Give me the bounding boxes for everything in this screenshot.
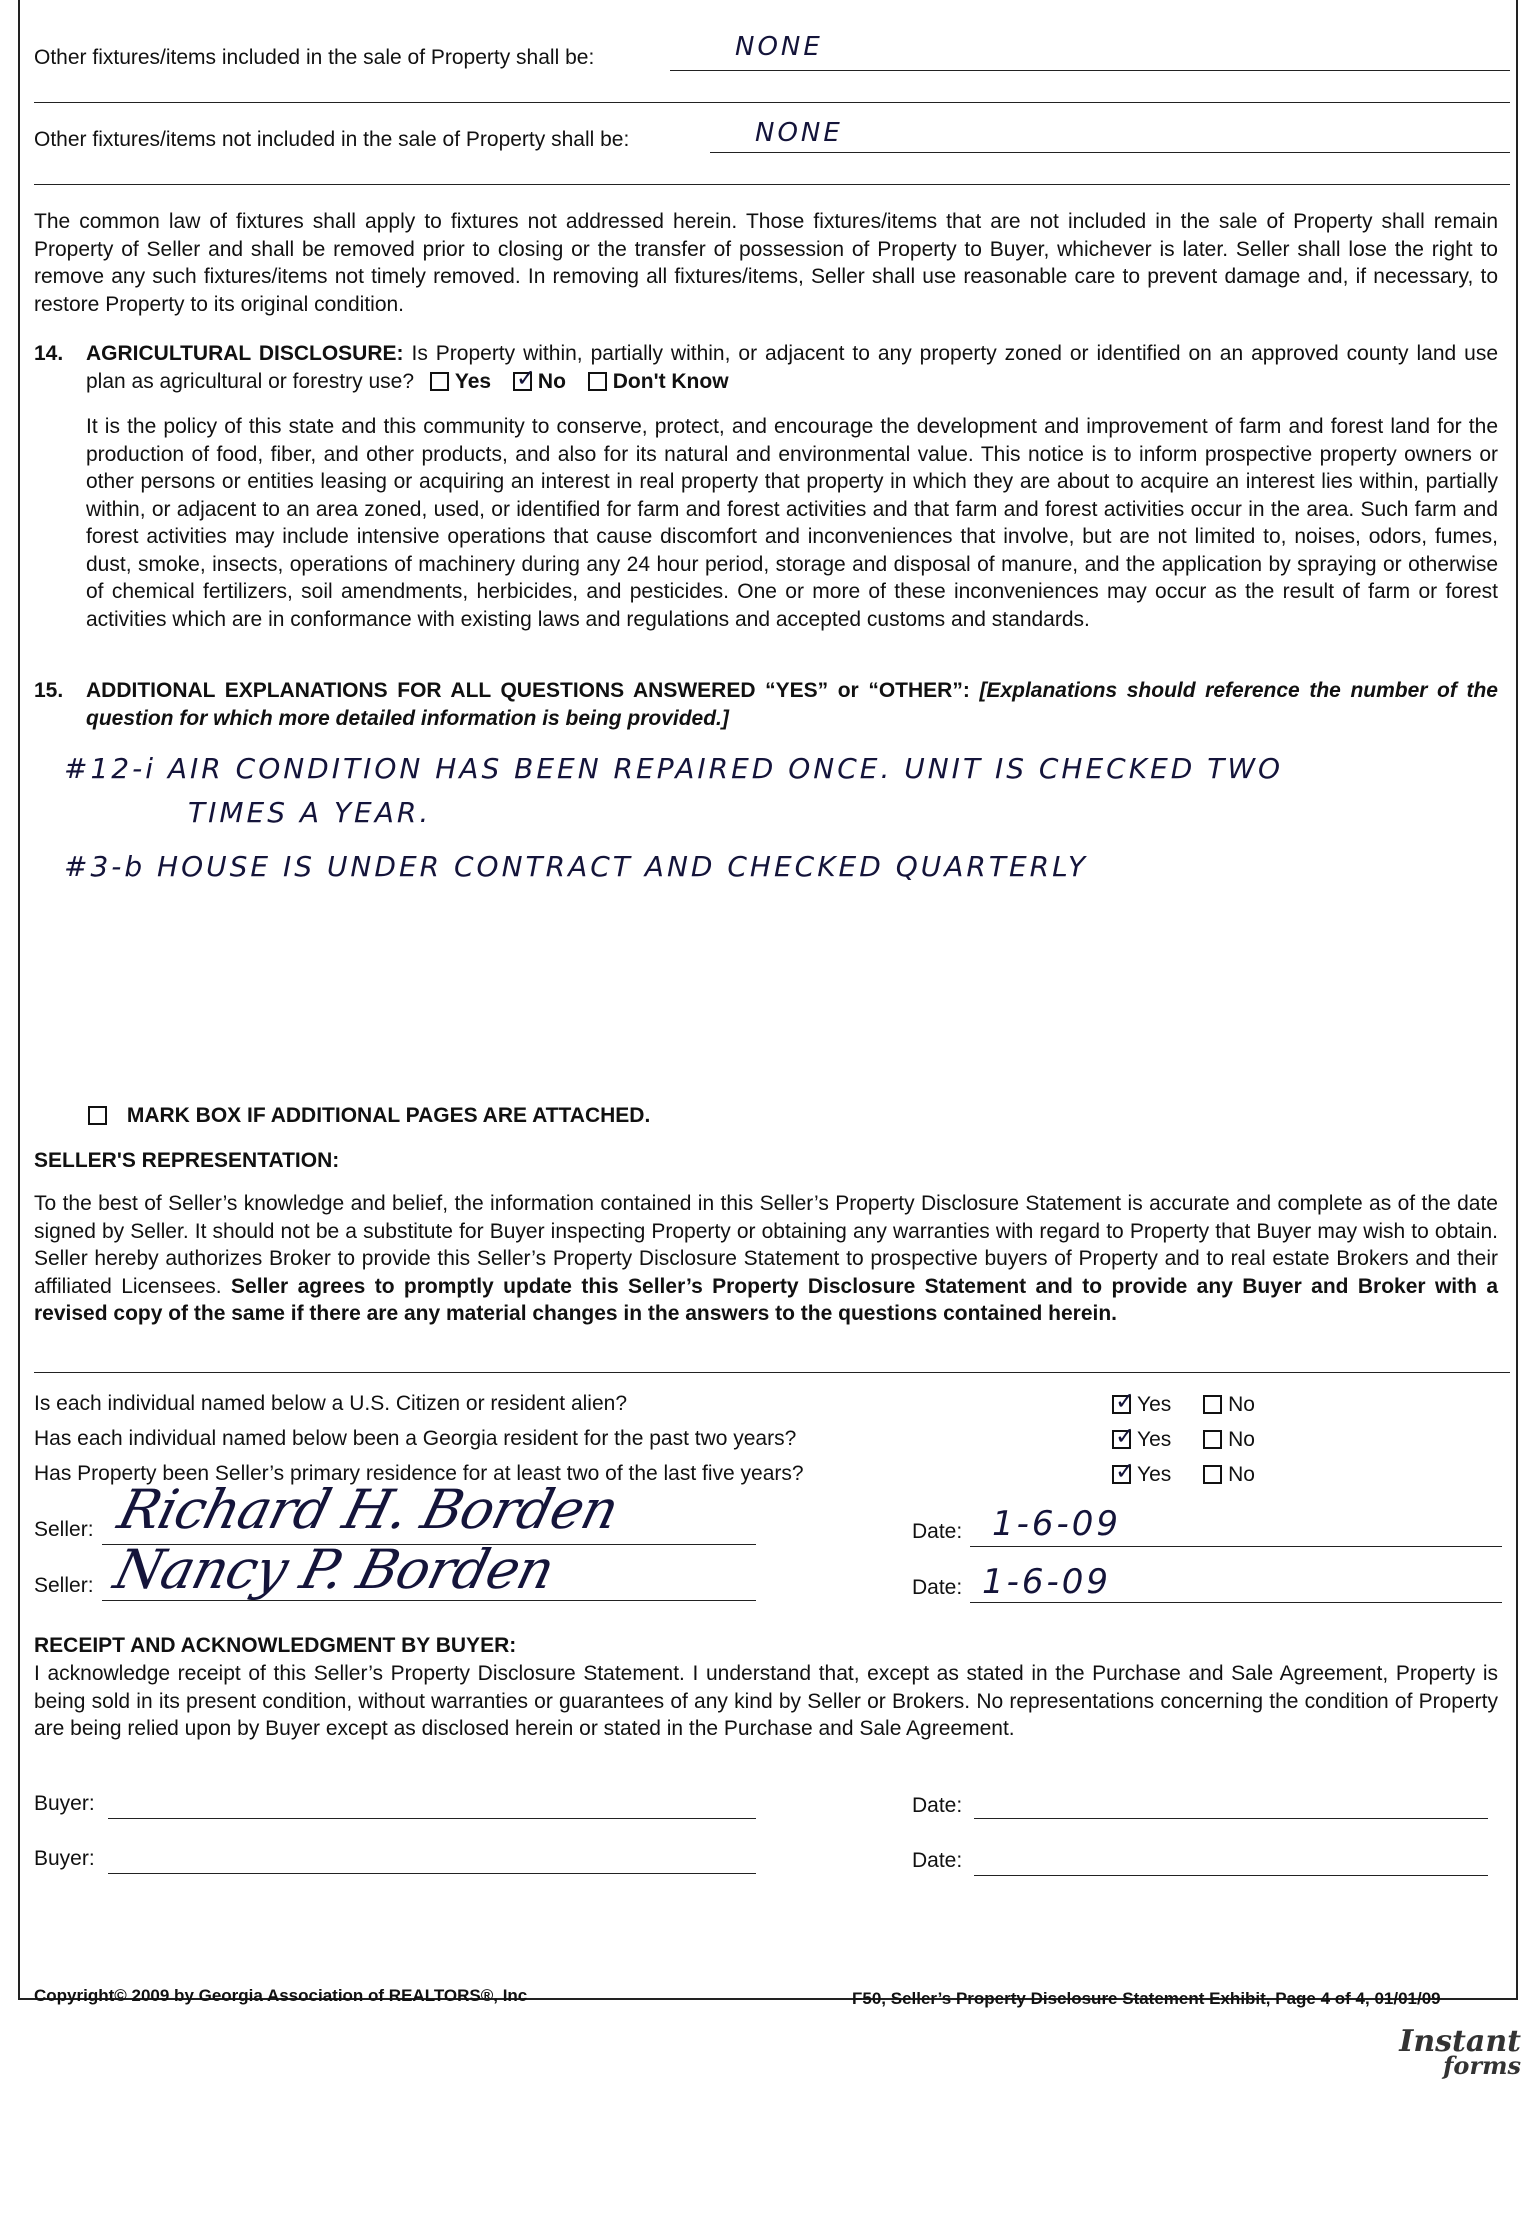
option-dont-know[interactable]: Don't Know — [588, 370, 729, 393]
explanation-line-1[interactable]: #12-i AIR CONDITION HAS BEEN REPAIRED ONCE. UNIT IS CHECKED TWO — [64, 752, 1284, 785]
question-primary-residence: Has Property been Seller’s primary residence for at least two of the last five years? — [34, 1462, 804, 1485]
buyer-1-label: Buyer: — [34, 1792, 95, 1815]
fixtures-included-line-2 — [34, 102, 1510, 103]
section-14-question-text: Is Property within, partially within, or adjacent to any property zoned or identified on an approved county land use plan as agricultural or forestry use? — [86, 342, 1498, 393]
receipt-text: I acknowledge receipt of this Seller’s Property Disclosure Statement. I understand that, except as stated in the Purchase and Sale Agreement, Property is being sold in its present condition, without warranties or guarantees of any kind by Seller or Brokers. No representations concerning the condition of Property are being relied upon by Buyer except as disclosed herein or stated in the Purchase and Sale Agreement. — [34, 1662, 1498, 1740]
seller-2-date-label: Date: — [912, 1576, 963, 1599]
checkbox-no[interactable] — [513, 372, 532, 391]
section-14-number: 14. — [34, 342, 64, 365]
fixtures-included-value[interactable]: NONE — [735, 32, 823, 62]
buyer-2-line[interactable] — [108, 1873, 756, 1874]
seller-rep-text — [34, 1190, 1498, 1328]
buyer-1-line[interactable] — [108, 1818, 756, 1819]
seller-1-date[interactable]: 1-6-09 — [992, 1504, 1122, 1544]
buyer-1-date-label: Date: — [912, 1794, 963, 1817]
form-identifier: F50, Seller’s Property Disclosure Statement Exhibit, Page 4 of 4, 01/01/09 — [852, 1989, 1441, 2008]
fixtures-included-line — [670, 70, 1510, 71]
section-15-heading: ADDITIONAL EXPLANATIONS FOR ALL QUESTIONS ANSWERED “YES” or “OTHER”: — [86, 679, 970, 702]
seller-1-date-label: Date: — [912, 1520, 963, 1543]
buyer-1-date-line[interactable] — [974, 1818, 1488, 1819]
question-citizen: Is each individual named below a U.S. Citizen or resident alien? — [34, 1392, 627, 1415]
explanation-line-2[interactable]: TIMES A YEAR. — [188, 796, 432, 829]
seller-rep-normal: To the best of Seller’s knowledge and belief, the information contained in this Seller’s Property Disclosure Statement is accurate and complete as of the date signed by Seller. It should not be a substitute for Buyer inspecting Property or obtaining any warranties with regard to Property that Buyer may wish to obtain. Seller hereby authorizes Broker to provide this Seller’s Property Disclosure Statement to prospective buyers of Property and to real estate Brokers and their affiliated Licensees. — [34, 1192, 1498, 1298]
seller-rep-bold: Seller agrees to promptly update this Seller’s Property Disclosure Statement and to provide any Buyer and Broker with a revised copy of the same if there are any material changes in the answers to the questions contained herein. — [34, 1274, 1498, 1325]
answer-georgia-resident: ✓ Yes No — [1112, 1426, 1255, 1454]
checkbox-dont-know[interactable] — [588, 372, 607, 391]
seller-rep-heading: SELLER'S REPRESENTATION: — [34, 1149, 340, 1172]
checkbox-residence-yes[interactable] — [1112, 1465, 1131, 1484]
answer-citizen: ✓ Yes No — [1112, 1391, 1255, 1419]
checkbox-residence-no[interactable] — [1203, 1465, 1222, 1484]
fixtures-excluded-line-2 — [34, 184, 1510, 185]
section-15-number: 15. — [34, 679, 64, 702]
section-14-question — [86, 340, 1498, 395]
copyright-notice: Copyright© 2009 by Georgia Association of REALTORS®, Inc — [34, 1986, 528, 2005]
fixtures-included-label: Other fixtures/items included in the sale of Property shall be: — [34, 46, 595, 69]
checkbox-georgia-yes[interactable] — [1112, 1430, 1131, 1449]
fixtures-excluded-value[interactable]: NONE — [755, 118, 843, 148]
buyer-2-date-line[interactable] — [974, 1875, 1488, 1876]
additional-pages-label: MARK BOX IF ADDITIONAL PAGES ARE ATTACHED. — [126, 1104, 651, 1127]
additional-pages-checkbox[interactable] — [88, 1106, 107, 1125]
instant-forms-logo: Instant forms — [1399, 2024, 1521, 2080]
seller-2-date-line — [970, 1602, 1502, 1603]
additional-pages-row[interactable] — [88, 1102, 650, 1130]
section-15-instruction: [Explanations should reference the number of the question for which more detailed information is being provided.] — [86, 679, 1498, 730]
section-14-heading: AGRICULTURAL DISCLOSURE: — [86, 342, 404, 365]
option-yes[interactable]: Yes — [430, 370, 491, 393]
answer-primary-residence: ✓ Yes No — [1112, 1461, 1255, 1489]
checkbox-yes[interactable] — [430, 372, 449, 391]
section-14-options — [430, 370, 729, 393]
seller-1-date-line — [970, 1546, 1502, 1547]
checkbox-citizen-yes[interactable] — [1112, 1395, 1131, 1414]
buyer-2-date-label: Date: — [912, 1849, 963, 1872]
seller-2-signature[interactable]: Nancy P. Borden — [108, 1538, 561, 1601]
seller-1-label: Seller: — [34, 1518, 94, 1541]
section-15-heading-block — [86, 677, 1498, 732]
fixtures-excluded-line — [710, 152, 1510, 153]
buyer-2-label: Buyer: — [34, 1847, 95, 1870]
common-law-text: The common law of fixtures shall apply to fixtures not addressed herein. Those fixtures/items that are not included in the sale of Property shall remain Property of Seller and shall be removed prior to closing or the transfer of possession of Property to Buyer, whichever is later. Seller shall lose the right to remove any such fixtures/items not timely removed. In removing all fixtures/items, Seller shall use reasonable care to prevent damage and, if necessary, to restore Property to its original condition. — [34, 210, 1498, 316]
receipt-heading: RECEIPT AND ACKNOWLEDGMENT BY BUYER: — [34, 1634, 517, 1657]
seller-2-date[interactable]: 1-6-09 — [982, 1562, 1112, 1602]
seller-rep-divider — [34, 1372, 1510, 1373]
question-georgia-resident: Has each individual named below been a Georgia resident for the past two years? — [34, 1427, 797, 1450]
checkbox-citizen-no[interactable] — [1203, 1395, 1222, 1414]
seller-1-signature[interactable]: Richard H. Borden — [112, 1478, 625, 1541]
seller-2-label: Seller: — [34, 1574, 94, 1597]
explanation-line-3[interactable]: #3-b HOUSE IS UNDER CONTRACT AND CHECKED QUARTERLY — [64, 850, 1089, 883]
checkbox-georgia-no[interactable] — [1203, 1430, 1222, 1449]
option-no[interactable]: ✓ No — [513, 370, 566, 393]
fixtures-excluded-label: Other fixtures/items not included in the sale of Property shall be: — [34, 128, 630, 151]
agricultural-policy-text: It is the policy of this state and this community to conserve, protect, and encourage the development and improvement of farm and forest land for the production of food, fiber, and other products, and also for its natural and environmental value. This notice is to inform prospective property owners or other persons or entities leasing or acquiring an interest in real property that property in which they are about to acquire an interest lies within, partially within, or adjacent to an area zoned, used, or identified for farm and forest activities and that farm and forest activities occur in the area. Such farm and forest activities may include intensive operations that cause discomfort and inconveniences that involve, but are not limited to, noises, odors, fumes, dust, smoke, insects, operations of machinery during any 24 hour period, storage and disposal of manure, and the application by spraying or otherwise of chemical fertilizers, soil amendments, herbicides, and pesticides. One or more of these inconveniences may occur as the result of farm or forest activities which are in conformance with existing laws and regulations and accepted customs and standards. — [86, 415, 1498, 631]
